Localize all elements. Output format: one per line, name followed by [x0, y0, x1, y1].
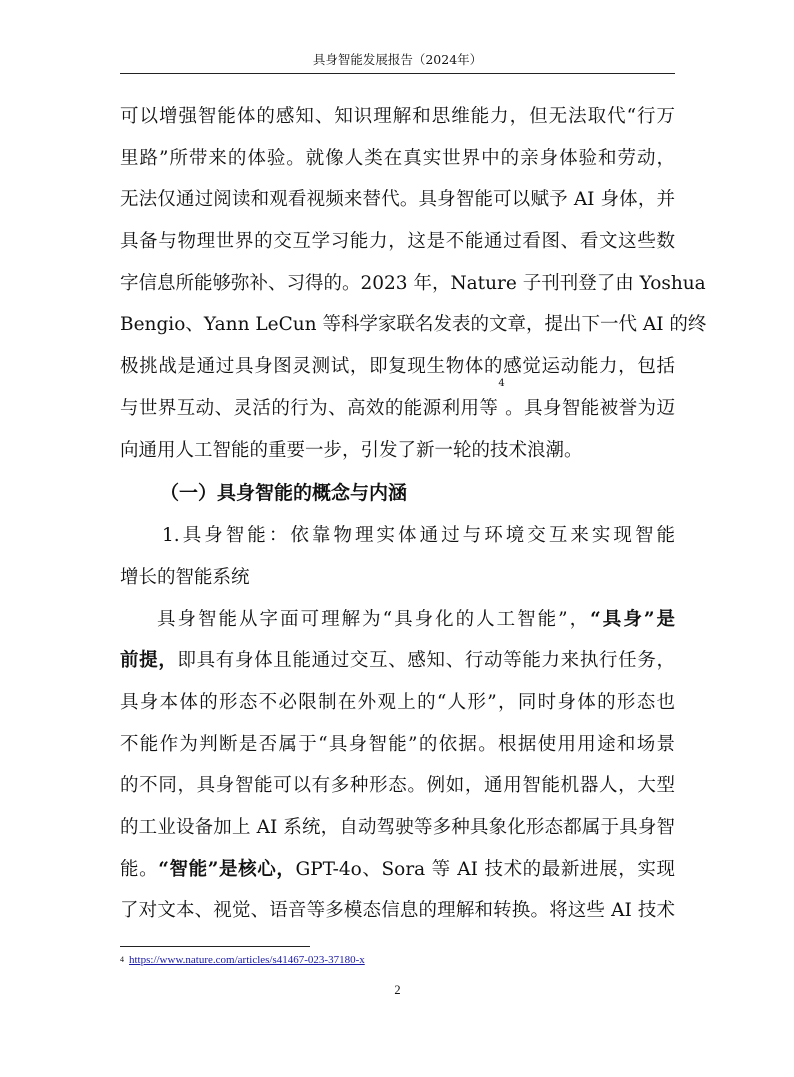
paragraph-line [120, 599, 675, 641]
paragraph-line: 的不同，具身智能可以有多种形态。例如，通用智能机器人，大型 [120, 775, 675, 797]
line-text: GPT-4o、Sora 等 AI 技术的最新进展，实现 [295, 858, 675, 880]
paragraph-line: 具备与物理世界的交互学习能力，这是不能通过看图、看文这些数 [120, 231, 675, 253]
line-text: 与世界互动、灵活的行为、高效的能源利用等 [120, 397, 499, 419]
paragraph-line: 向通用人工智能的重要一步，引发了新一轮的技术浪潮。 [120, 439, 583, 461]
line-text: 具身智能从字面可理解为“具身化的人工智能”， [157, 608, 591, 630]
footnote-link[interactable]: https://www.nature.com/articles/s41467-023-37180-x [129, 954, 365, 966]
emphasis-text: “具身”是 [590, 608, 675, 630]
paragraph-line: 可以增强智能体的感知、知识理解和思维能力，但无法取代“行万 [120, 106, 675, 127]
paragraph-line: 里路”所带来的体验。就像人类在真实世界中的亲身体验和劳动， [120, 147, 675, 169]
subsection-heading-line: 1.具身智能：依靠物理实体通过与环境交互来实现智能 [162, 525, 675, 547]
paragraph-line: 的工业设备加上 AI 系统，自动驾驶等多种具象化形态都属于具身智 [120, 817, 675, 838]
line-text: 能。 [120, 858, 159, 880]
body-text [120, 96, 707, 932]
paragraph-line [120, 377, 675, 430]
paragraph-line: 极挑战是通过具身图灵测试，即复现生物体的感觉运动能力，包括 [120, 356, 675, 378]
line-text: 即具有身体且能通过交互、感知、行动等能力来执行任务， [177, 650, 675, 672]
paragraph-line [120, 849, 675, 891]
emphasis-text: 前提， [120, 650, 178, 672]
footnote-number: 4 [120, 955, 124, 964]
footnote [120, 953, 365, 967]
paragraph-line [120, 640, 675, 682]
header-divider [120, 73, 675, 74]
paragraph-line: Bengio、Yann LeCun 等科学家联名发表的文章，提出下一代 AI 的终 [120, 314, 707, 336]
section-heading: （一）具身智能的概念与内涵 [160, 482, 408, 505]
page-number: 2 [394, 983, 401, 997]
subsection-heading-line: 增长的智能系统 [120, 566, 250, 588]
footnote-reference[interactable]: 4 [498, 377, 505, 389]
line-text: 。具身智能被誉为迈 [504, 397, 675, 419]
paragraph-line: 不能作为判断是否属于“具身智能”的依据。根据使用用途和场景 [120, 733, 675, 755]
paragraph-line: 无法仅通过阅读和观看视频来替代。具身智能可以赋予 AI 身体，并 [120, 189, 675, 211]
paragraph-line: 具身本体的形态不必限制在外观上的“人形”，同时身体的形态也 [120, 691, 675, 713]
running-header: 具身智能发展报告（2024年） [312, 52, 483, 67]
footnote-divider [120, 946, 310, 947]
paragraph-line: 字信息所能够弥补、习得的。2023 年，Nature 子刊刊登了由 Yoshua [120, 272, 706, 294]
paragraph-line: 了对文本、视觉、语音等多模态信息的理解和转换。将这些 AI 技术 [120, 900, 675, 922]
emphasis-text: “智能”是核心， [158, 858, 296, 880]
